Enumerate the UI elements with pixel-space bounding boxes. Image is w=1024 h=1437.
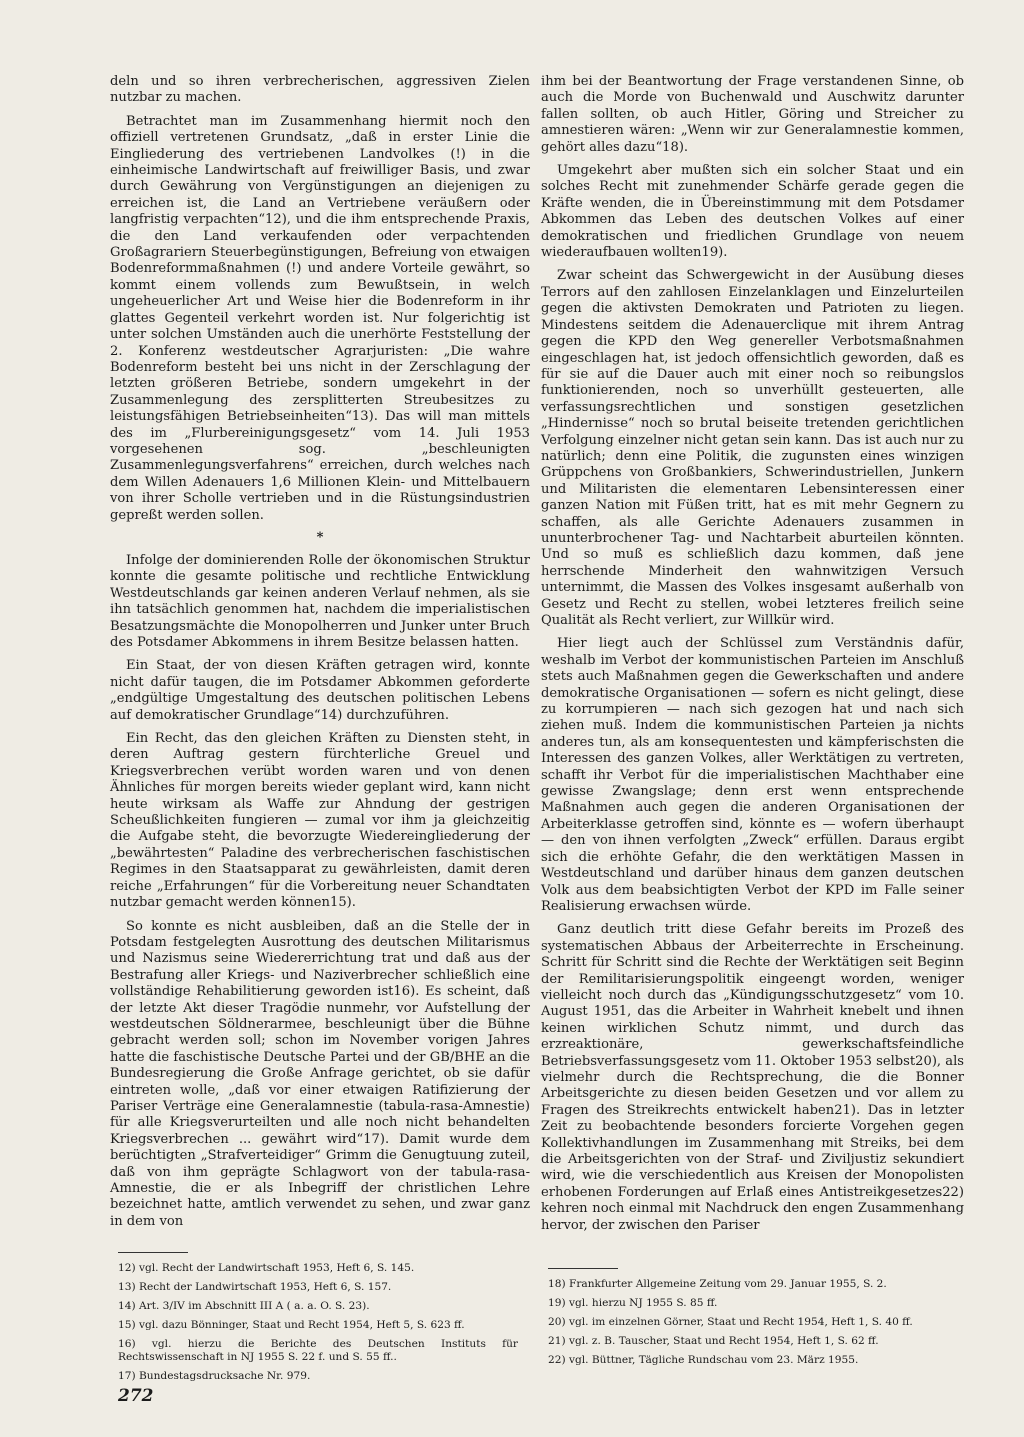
footnote: 16) vgl. hierzu die Berichte des Deutschen Instituts für Rechtswissenschaft in NJ 1955 S. 22 f. und S. 55 ff.. [118, 1338, 518, 1363]
paragraph: Hier liegt auch der Schlüssel zum Verständnis dafür, weshalb im Verbot der kommunistischen Parteien im Anschluß stets auch Maßnahmen gegen die Gewerkschaften und andere demokratische Organisationen — sofern es nicht gelingt, diese zu korrumpieren — nach sich gezogen hat und nach sich ziehen muß. Indem die kommunistischen Parteien ja nichts anderes tun, als am konsequentesten und kämpferischsten die Interessen des ganzen Volkes, aller Werktätigen zu vertreten, schafft ihr Verbot für die imperialistischen Machthaber eine gewisse Zwangslage; denn erst wenn entsprechende Maßnahmen auch gegen die anderen Organisationen der Arbeiterklasse getroffen sind, könnte es — wofern überhaupt — den von ihnen verfolgten „Zweck“ erfüllen. Daraus ergibt sich die erhöhte Gefahr, die den werktätigen Massen in Westdeutschland und darüber hinaus dem ganzen deutschen Volk aus dem beabsichtigten Verbot der KPD im Falle seiner Realisierung erwachsen würde. [541, 636, 964, 914]
paragraph: Ganz deutlich tritt diese Gefahr bereits im Prozeß des systematischen Abbaus der Arbeiterrechte in Erscheinung. Schritt für Schritt sind die Rechte der Werktätigen seit Beginn der Remilitarisierungspolitik eingeengt worden, weniger vielleicht noch durch das „Kündigungsschutzgesetz“ vom 10. August 1951, das die Arbeiter in Wahrheit knebelt und ihnen keinen wirklichen Schutz nimmt, und durch das erzreaktionäre, gewerkschaftsfeindliche Betriebsverfassungsgesetz vom 11. Oktober 1953 selbst20), als vielmehr durch die Rechtsprechung, die die Bonner Arbeitsgerichte zu diesen beiden Gesetzen und vor allem zu Fragen des Streikrechts entwickelt haben21). Das in letzter Zeit zu beobachtende besonders forcierte Vorgehen gegen Kollektivhandlungen im Zusammenhang mit Streiks, bei dem die Arbeitsgerichten von der Straf- und Ziviljustiz sekundiert wird, wie die verschiedentlich aus Kreisen der Monopolisten erhobenen Forderungen auf Erlaß eines Antistreikgesetzes22) kehren noch einmal mit Nachdruck den engen Zusammenhang hervor, der zwischen den Pariser [541, 922, 964, 1233]
paragraph: Infolge der dominierenden Rolle der ökonomischen Struktur konnte die gesamte politische und rechtliche Entwicklung Westdeutschlands gar keinen anderen Verlauf nehmen, als sie ihn tatsächlich genommen hat, nachdem die imperialistischen Besatzungsmächte die Monopolherren und Junker unter Bruch des Potsdamer Abkommens in ihrem Besitze belassen hatten. [110, 552, 530, 650]
paragraph: So konnte es nicht ausbleiben, daß an die Stelle der in Potsdam festgelegten Ausrottung des deutschen Militarismus und Nazismus seine Wiedererrichtung trat und daß aus der Bestrafung aller Kriegs- und Naziverbrecher schließlich eine vollständige Rehabilitierung geworden ist16). Es scheint, daß der letzte Akt dieser Tragödie nunmehr, vor Aufstellung der westdeutschen Söldnerarmee, beschleunigt über die Bühne gebracht werden soll; schon im November vorigen Jahres hatte die faschistische Deutsche Partei und der GB/BHE an die Bundesregierung die Große Anfrage gerichtet, ob sie dafür eintreten wolle, „daß vor einer etwaigen Ratifizierung der Pariser Verträge eine Generalamnestie (tabula-rasa-Amnestie) für alle Kriegsverurteilten und alle noch nicht behandelten Kriegsverbrechen ... gewährt wird“17). Damit wurde dem berüchtigten „Strafverteidiger“ Grimm die Genugtuung zuteil, daß von ihm geprägte Schlagwort von der tabula-rasa-Amnestie, die er als Inbegriff der christlichen Lehre bezeichnet hatte, amtlich verwendet zu sehen, und zwar ganz in dem von [110, 918, 530, 1229]
footnote-divider [548, 1268, 618, 1269]
footnotes-left [118, 1262, 518, 1389]
footnote: 15) vgl. dazu Bönninger, Staat und Recht 1954, Heft 5, S. 623 ff. [118, 1319, 465, 1331]
footnote-divider [118, 1252, 188, 1253]
footnote: 19) vgl. hierzu NJ 1955 S. 85 ff. [548, 1297, 718, 1309]
paragraph: deln und so ihren verbrecherischen, aggressiven Zielen nutzbar zu machen. [110, 74, 530, 106]
footnote: 22) vgl. Büttner, Tägliche Rundschau vom 23. März 1955. [548, 1354, 859, 1366]
paragraph: Zwar scheint das Schwergewicht in der Ausübung dieses Terrors auf den zahllosen Einzelanklagen und Einzelurteilen gegen die aktivsten Demokraten und Patrioten zu liegen. Mindestens seitdem die Adenauerclique mit ihrem Antrag gegen die KPD den Weg genereller Verbotsmaßnahmen eingeschlagen hat, ist jedoch offensichtlich geworden, daß es für sie auf die Dauer auch mit einer noch so reibungslos funktionierenden, noch so unverhüllt gesteuerten, alle verfassungsrechtlichen und sonstigen gesetzlichen „Hindernisse“ noch so brutal beiseite tretenden gerichtlichen Verfolgung einzelner nicht getan sein kann. Das ist auch nur zu natürlich; denn eine Politik, die zugunsten eines winzigen Grüppchens von Großbankiers, Schwerindustriellen, Junkern und Militaristen die elementaren Lebensinteressen einer ganzen Nation mit Füßen tritt, hat es mit mehr Gegnern zu schaffen, als alle Gerichte Adenauers zusammen in ununterbrochener Tag- und Nachtarbeit aburteilen könnten. Und so muß es schließlich dazu kommen, daß jene herrschende Minderheit den wahnwitzigen Versuch unternimmt, die Massen des Volkes insgesamt außerhalb von Gesetz und Recht zu stellen, wobei letzteres freilich seine Qualität als Recht verliert, zur Willkür wird. [541, 268, 964, 628]
footnote: 18) Frankfurter Allgemeine Zeitung vom 29. Januar 1955, S. 2. [548, 1278, 887, 1290]
paragraph: Umgekehrt aber mußten sich ein solcher Staat und ein solches Recht mit zunehmender Schärfe gerade gegen die Kräfte wenden, die in Übereinstimmung mit dem Potsdamer Abkommen das Leben des deutschen Volkes auf einer demokratischen und friedlichen Grundlage von neuem wiederaufbauen wollten19). [541, 163, 964, 261]
paragraph: Ein Staat, der von diesen Kräften getragen wird, konnte nicht dafür taugen, die im Potsdamer Abkommen geforderte „endgültige Umgestaltung des deutschen politischen Lebens auf demokratischer Grundlage“14) durchzuführen. [110, 658, 530, 723]
footnote: 21) vgl. z. B. Tauscher, Staat und Recht 1954, Heft 1, S. 62 ff. [548, 1335, 879, 1347]
footnote: 12) vgl. Recht der Landwirtschaft 1953, Heft 6, S. 145. [118, 1262, 415, 1274]
paragraph: Ein Recht, das den gleichen Kräften zu Diensten steht, in deren Auftrag gestern fürchterliche Greuel und Kriegsverbrechen verübt worden waren und von denen Ähnliches für morgen bereits wieder geplant wird, kann nicht heute wirksam als Waffe zur Ahndung der gestrigen Scheußlichkeiten fungieren — zumal vor ihm ja gleichzeitig die Aufgabe steht, die bevorzugte Wiedereingliederung der „bewährtesten“ Paladine des verbrecherischen faschistischen Regimes in den Staatsapparat zu gewährleisten, damit deren reiche „Erfahrungen“ für die Vorbereitung neuer Schandtaten nutzbar gemacht werden können15). [110, 731, 530, 911]
footnote: 14) Art. 3/IV im Abschnitt III A ( a. a. O. S. 23). [118, 1300, 370, 1312]
footnote: 13) Recht der Landwirtschaft 1953, Heft 6, S. 157. [118, 1281, 392, 1293]
left-column [110, 74, 530, 1237]
paragraph: Betrachtet man im Zusammenhang hiermit noch den offiziell vertretenen Grundsatz, „daß in erster Linie die Eingliederung des vertriebenen Landvolkes (!) in die einheimische Landwirtschaft auf freiwilliger Basis, und zwar durch Gewährung von Vergünstigungen an diejenigen zu erreichen ist, die Land an Vertriebene veräußern oder langfristig verpachten“12), und die ihm entsprechende Praxis, die den Land verkaufenden oder verpachtenden Großagrariern Steuerbegünstigungen, Befreiung von etwaigen Bodenreformmaßnahmen (!) und andere Vorteile gewährt, so kommt einem vollends zum Bewußtsein, in welch ungeheuerlicher Art und Weise hier die Bodenreform in ihr glattes Gegenteil verkehrt worden ist. Nur folgerichtig ist unter solchen Umständen auch die unerhörte Feststellung der 2. Konferenz westdeutscher Agrarjuristen: „Die wahre Bodenreform besteht bei uns nicht in der Zerschlagung der letzten größeren Betriebe, sondern umgekehrt in der Zusammenlegung des zersplitterten Streubesitzes zu leistungsfähigen Betriebseinheiten“13). Das will man mittels des im „Flurbereinigungsgesetz“ vom 14. Juli 1953 vorgesehenen sog. „beschleunigten Zusammenlegungsverfahrens“ erreichen, durch welches nach dem Willen Adenauers 1,6 Millionen Klein- und Mittelbauern von ihrer Scholle vertrieben und in die Rüstungsindustrien gepreßt werden sollen. [110, 113, 530, 523]
footnote: 17) Bundestagsdrucksache Nr. 979. [118, 1370, 311, 1382]
footnote: 20) vgl. im einzelnen Görner, Staat und Recht 1954, Heft 1, S. 40 ff. [548, 1316, 913, 1328]
right-column [541, 74, 964, 1241]
section-divider: * [316, 529, 324, 545]
paragraph: ihm bei der Beantwortung der Frage verstandenen Sinne, ob auch die Morde von Buchenwald und Auschwitz darunter fallen sollten, ob auch Hitler, Göring und Streicher zu amnestieren wären: „Wenn wir zur Generalamnestie kommen, gehört alles dazu“18). [541, 74, 964, 155]
footnotes-right [548, 1278, 958, 1373]
page-number: 272 [118, 1386, 154, 1406]
